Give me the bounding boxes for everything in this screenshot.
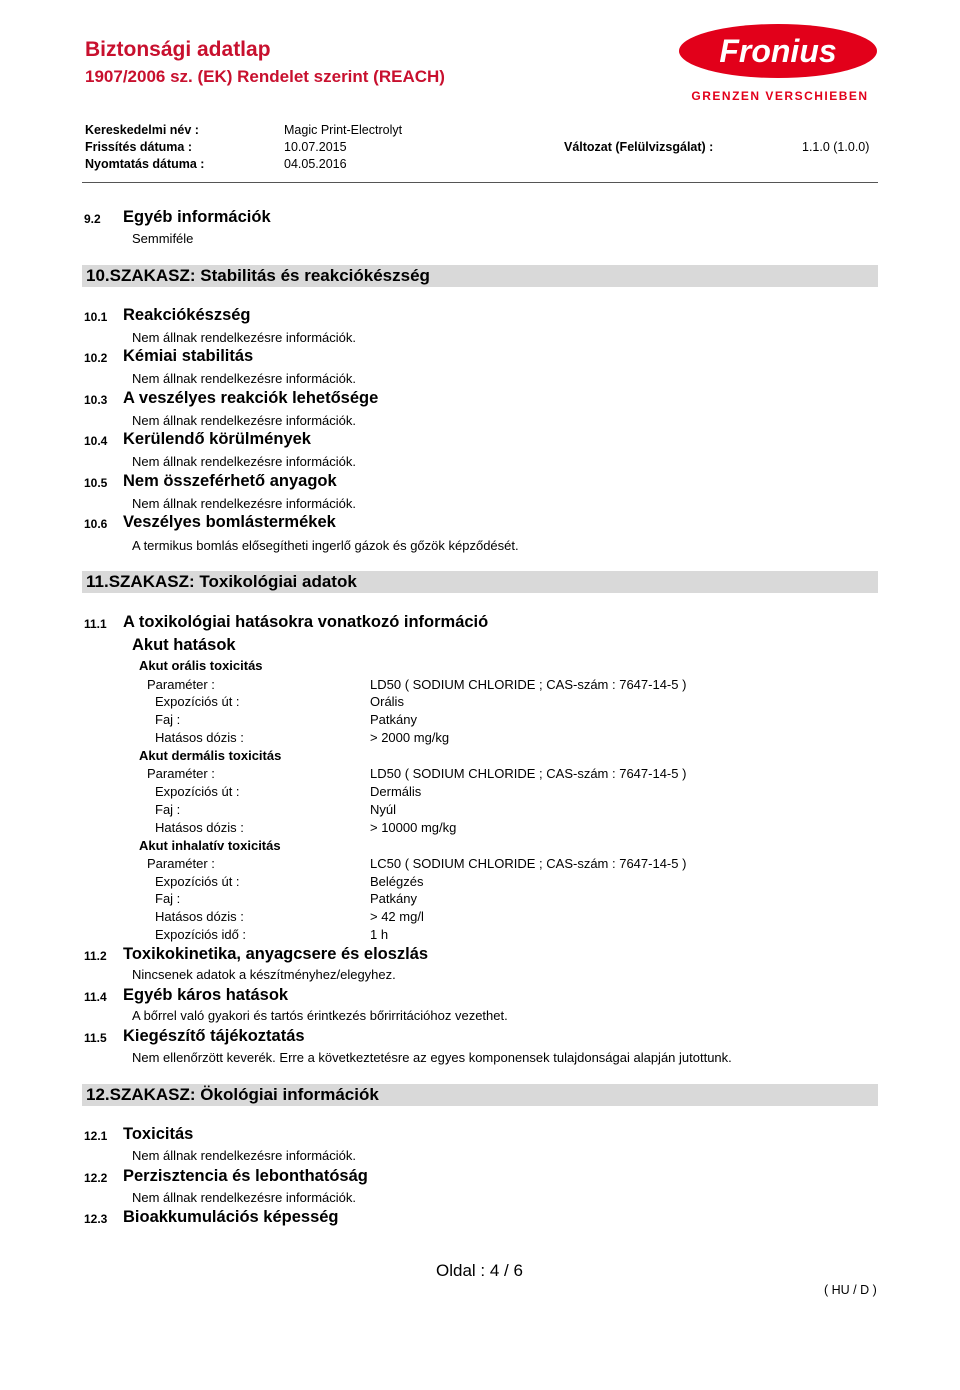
section-10-6-title: Veszélyes bomlástermékek	[123, 513, 336, 531]
section-12-header	[82, 1084, 878, 1106]
oral-route-label: Expozíciós út :	[155, 694, 240, 709]
dermal-species-value: Nyúl	[370, 802, 397, 817]
inhal-route-value: Belégzés	[370, 874, 424, 889]
section-12-2-number: 12.2	[84, 1171, 108, 1185]
section-12-1-text: Nem állnak rendelkezésre információk.	[132, 1148, 356, 1163]
section-11-1-number: 11.1	[84, 617, 107, 631]
section-11-1-title: A toxikológiai hatásokra vonatkozó információ	[123, 613, 489, 631]
oral-dose-label: Hatásos dózis :	[155, 730, 244, 745]
section-9-2-number: 9.2	[84, 212, 101, 226]
acute-oral-title: Akut orális toxicitás	[139, 658, 263, 673]
section-11-title: 11.SZAKASZ: Toxikológiai adatok	[86, 572, 357, 591]
fronius-logo	[678, 22, 878, 104]
inhal-param-label: Paraméter :	[147, 856, 215, 871]
section-12-1-number: 12.1	[84, 1129, 108, 1143]
section-10-2-number: 10.2	[84, 351, 108, 365]
section-9-2-text: Semmiféle	[132, 231, 194, 246]
oral-param-value: LD50 ( SODIUM CHLORIDE ; CAS-szám : 7647-14-5 )	[370, 677, 687, 692]
section-11-2-number: 11.2	[84, 949, 107, 963]
trade-name-value: Magic Print-Electrolyt	[284, 123, 403, 137]
oral-route-value: Orális	[370, 694, 404, 709]
inhal-species-value: Patkány	[370, 891, 417, 906]
section-10-header	[82, 265, 878, 287]
section-10-6-text: A termikus bomlás elősegítheti ingerlő gázok és gőzök képződését.	[132, 538, 519, 553]
dermal-route-value: Dermális	[370, 784, 422, 799]
section-10-3-title: A veszélyes reakciók lehetősége	[123, 389, 379, 407]
logo-tagline: GRENZEN VERSCHIEBEN	[691, 89, 869, 103]
dermal-dose-label: Hatásos dózis :	[155, 820, 244, 835]
oral-dose-value: > 2000 mg/kg	[370, 730, 450, 745]
document-title: Biztonsági adatlap	[85, 38, 271, 61]
oral-param-label: Paraméter :	[147, 677, 215, 692]
section-10-1-text: Nem állnak rendelkezésre információk.	[132, 330, 356, 345]
section-10-2-text: Nem állnak rendelkezésre információk.	[132, 371, 356, 386]
section-10-3-number: 10.3	[84, 393, 108, 407]
section-11-5-number: 11.5	[84, 1031, 107, 1045]
logo-text: Fronius	[719, 33, 837, 69]
dermal-param-value: LD50 ( SODIUM CHLORIDE ; CAS-szám : 7647-14-5 )	[370, 766, 687, 781]
dermal-route-label: Expozíciós út :	[155, 784, 240, 799]
inhal-time-value: 1 h	[370, 927, 389, 942]
section-10-4-number: 10.4	[84, 434, 108, 448]
section-10-4-title: Kerülendő körülmények	[123, 430, 311, 448]
section-12-3-title: Bioakkumulációs képesség	[123, 1208, 339, 1226]
inhal-param-value: LC50 ( SODIUM CHLORIDE ; CAS-szám : 7647-14-5 )	[370, 856, 687, 871]
inhal-species-label: Faj :	[155, 891, 181, 906]
section-9-2-title: Egyéb információk	[123, 208, 271, 226]
section-11-header	[82, 571, 878, 593]
oral-species-value: Patkány	[370, 712, 417, 727]
section-10-5-title: Nem összeférhető anyagok	[123, 472, 337, 490]
section-11-4-number: 11.4	[84, 990, 107, 1004]
section-11-5-title: Kiegészítő tájékoztatás	[123, 1027, 305, 1045]
section-12-2-text: Nem állnak rendelkezésre információk.	[132, 1190, 356, 1205]
oral-species-label: Faj :	[155, 712, 181, 727]
dermal-param-label: Paraméter :	[147, 766, 215, 781]
section-10-6-number: 10.6	[84, 517, 108, 531]
inhal-dose-value: > 42 mg/l	[370, 909, 424, 924]
version-value: 1.1.0 (1.0.0)	[802, 140, 870, 154]
print-date-label: Nyomtatás dátuma :	[85, 157, 205, 171]
document-subtitle: 1907/2006 sz. (EK) Rendelet szerint (REACH)	[85, 67, 445, 86]
section-12-1-title: Toxicitás	[123, 1125, 194, 1143]
acute-effects-title: Akut hatások	[132, 636, 236, 654]
section-10-3-text: Nem állnak rendelkezésre információk.	[132, 413, 356, 428]
section-11-4-text: A bőrrel való gyakori és tartós érintkezés bőrirritációhoz vezethet.	[132, 1008, 508, 1023]
section-11-2-text: Nincsenek adatok a készítményhez/elegyhez.	[132, 967, 396, 982]
section-10-1-title: Reakciókészség	[123, 306, 251, 324]
section-11-2-title: Toxikokinetika, anyagcsere és eloszlás	[123, 945, 429, 963]
version-label: Változat (Felülvizsgálat) :	[564, 140, 714, 154]
update-date-label: Frissítés dátuma :	[85, 140, 192, 154]
section-10-4-text: Nem állnak rendelkezésre információk.	[132, 454, 356, 469]
print-date-value: 04.05.2016	[284, 157, 347, 171]
section-10-1-number: 10.1	[84, 310, 108, 324]
header-divider	[82, 182, 878, 183]
dermal-dose-value: > 10000 mg/kg	[370, 820, 457, 835]
section-10-2-title: Kémiai stabilitás	[123, 347, 254, 365]
section-10-title: 10.SZAKASZ: Stabilitás és reakciókészség	[86, 266, 430, 285]
section-10-5-text: Nem állnak rendelkezésre információk.	[132, 496, 356, 511]
section-11-4-title: Egyéb káros hatások	[123, 986, 289, 1004]
update-date-value: 10.07.2015	[284, 140, 347, 154]
acute-inhalation-title: Akut inhalatív toxicitás	[139, 838, 281, 853]
inhal-route-label: Expozíciós út :	[155, 874, 240, 889]
section-12-title: 12.SZAKASZ: Ökológiai információk	[86, 1085, 379, 1104]
dermal-species-label: Faj :	[155, 802, 181, 817]
acute-dermal-title: Akut dermális toxicitás	[139, 748, 282, 763]
section-10-5-number: 10.5	[84, 476, 108, 490]
section-11-5-text: Nem ellenőrzött keverék. Erre a következtetésre az egyes komponensek tulajdonságai alapján jutottunk.	[132, 1050, 732, 1065]
section-12-2-title: Perzisztencia és lebonthatóság	[123, 1167, 368, 1185]
inhal-time-label: Expozíciós idő :	[155, 927, 247, 942]
page-number: Oldal : 4 / 6	[436, 1261, 523, 1280]
section-12-3-number: 12.3	[84, 1212, 108, 1226]
inhal-dose-label: Hatásos dózis :	[155, 909, 244, 924]
trade-name-label: Kereskedelmi név :	[85, 123, 199, 137]
language-code: ( HU / D )	[824, 1283, 877, 1297]
